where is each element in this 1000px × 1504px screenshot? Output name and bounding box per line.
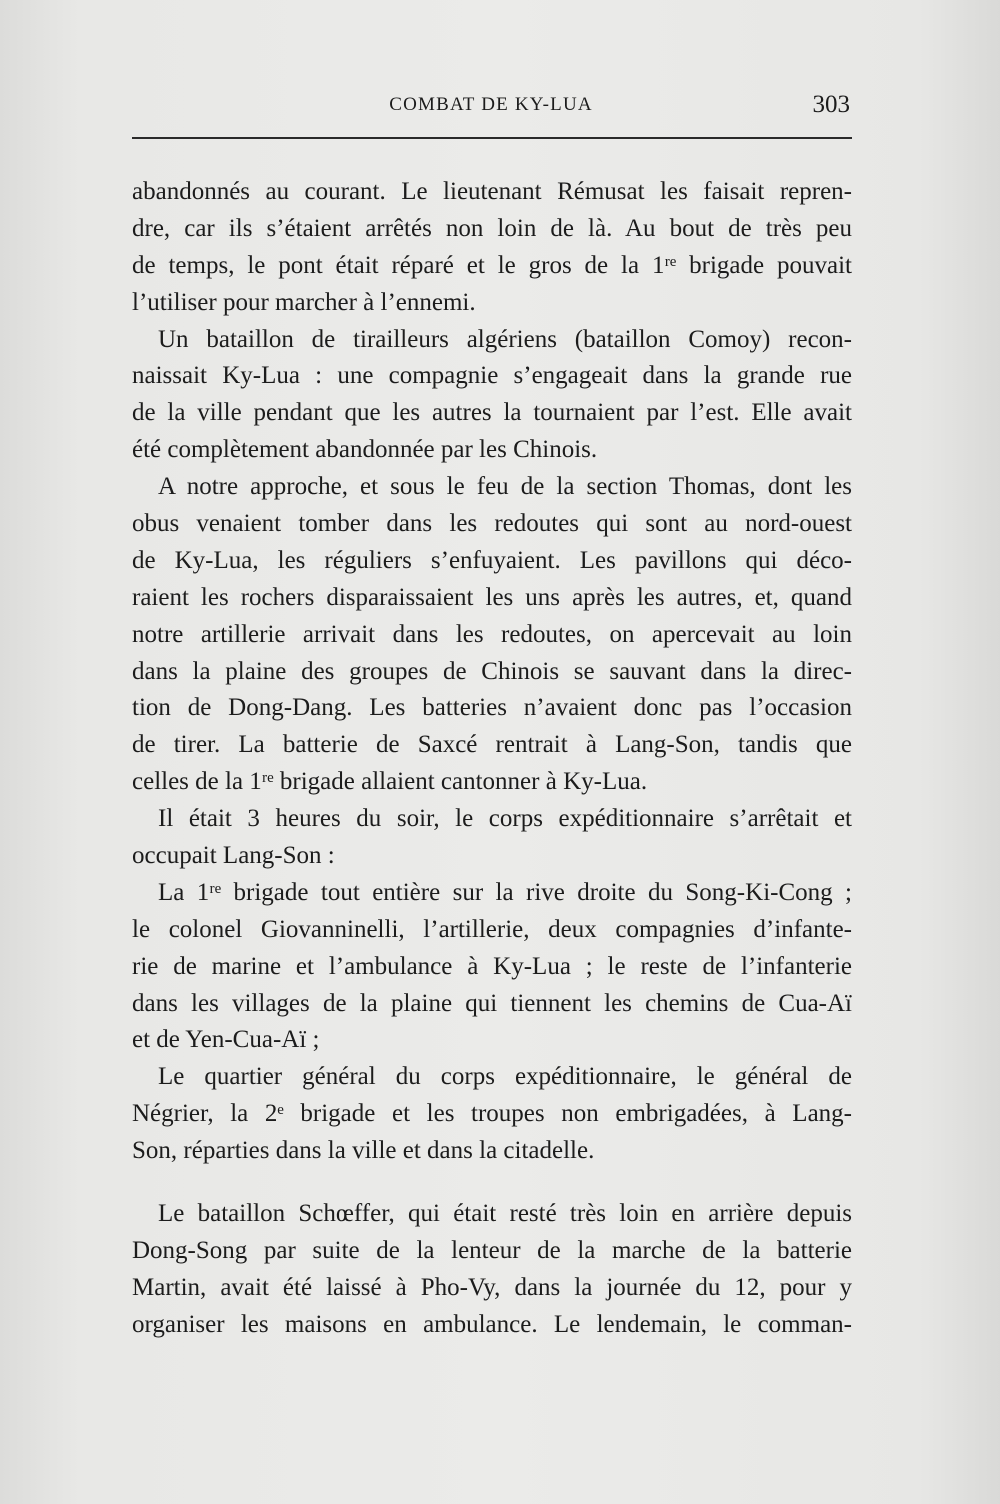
text-line: de la ville pendant que les autres la tournaient par l’est. Elle avait <box>132 399 852 427</box>
text-line: été complètement abandonnée par les Chinois. <box>132 436 598 464</box>
text-line: de tirer. La batterie de Saxcé rentrait à Lang-Son, tandis que <box>132 731 852 759</box>
paragraph <box>132 875 852 1059</box>
running-title: COMBAT DE KY-LUA <box>389 94 593 115</box>
paragraph-gap <box>132 1170 852 1196</box>
text-line: celles de la 1ʳᵉ brigade allaient cantonner à Ky-Lua. <box>132 768 648 796</box>
text-line: obus venaient tomber dans les redoutes qui sont au nord-ouest <box>132 510 852 538</box>
paragraph <box>132 1059 852 1170</box>
text-line: La 1ʳᵉ brigade tout entière sur la rive droite du Song-Ki-Cong ; <box>158 878 852 906</box>
text-line: occupait Lang-Son : <box>132 842 335 870</box>
text-line: Il était 3 heures du soir, le corps expéditionnaire s’arrêtait et <box>158 805 852 833</box>
text-line: naissait Ky-Lua : une compagnie s’engageait dans la grande rue <box>132 362 852 390</box>
text-line: dans la plaine des groupes de Chinois se sauvant dans la direc- <box>132 657 852 685</box>
text-line: Dong-Song par suite de la lenteur de la marche de la batterie <box>132 1236 852 1264</box>
text-line: dre, car ils s’étaient arrêtés non loin de là. Au bout de très peu <box>132 214 852 242</box>
text-line: notre artillerie arrivait dans les redoutes, on apercevait au loin <box>132 620 852 648</box>
text-line: Négrier, la 2ᵉ brigade et les troupes non embrigadées, à Lang- <box>132 1100 852 1128</box>
text-line: A notre approche, et sous le feu de la section Thomas, dont les <box>158 473 852 501</box>
text-line: organiser les maisons en ambulance. Le lendemain, le comman- <box>132 1310 852 1338</box>
paragraph <box>132 469 852 801</box>
text-line: dans les villages de la plaine qui tiennent les chemins de Cua-Aï <box>132 989 852 1017</box>
text-line: tion de Dong-Dang. Les batteries n’avaient donc pas l’occasion <box>132 694 852 722</box>
running-head <box>132 92 850 122</box>
text-line: Le quartier général du corps expéditionnaire, le général de <box>158 1063 852 1091</box>
text-line: et de Yen-Cua-Aï ; <box>132 1026 320 1054</box>
page-number: 303 <box>812 91 850 118</box>
header-rule <box>132 137 852 139</box>
text-line: l’utiliser pour marcher à l’ennemi. <box>132 288 476 316</box>
paragraph <box>132 322 852 470</box>
body-text <box>132 174 852 1344</box>
paragraph <box>132 801 852 875</box>
paragraph <box>132 174 852 322</box>
text-line: Un bataillon de tirailleurs algériens (bataillon Comoy) recon- <box>158 325 852 353</box>
text-line: Le bataillon Schœffer, qui était resté très loin en arrière depuis <box>158 1200 852 1228</box>
text-line: Son, réparties dans la ville et dans la citadelle. <box>132 1137 595 1165</box>
text-line: de temps, le pont était réparé et le gros de la 1ʳᵉ brigade pouvait <box>132 251 852 279</box>
text-line: raient les rochers disparaissaient les uns après les autres, et, quand <box>132 583 852 611</box>
text-line: le colonel Giovanninelli, l’artillerie, deux compagnies d’infante- <box>132 915 852 943</box>
text-line: Martin, avait été laissé à Pho-Vy, dans la journée du 12, pour y <box>132 1273 852 1301</box>
text-line: de Ky-Lua, les réguliers s’enfuyaient. Les pavillons qui déco- <box>132 546 852 574</box>
text-line: rie de marine et l’ambulance à Ky-Lua ; le reste de l’infanterie <box>132 952 852 980</box>
paragraph <box>132 1196 852 1344</box>
text-line: abandonnés au courant. Le lieutenant Rémusat les faisait repren- <box>132 178 852 205</box>
